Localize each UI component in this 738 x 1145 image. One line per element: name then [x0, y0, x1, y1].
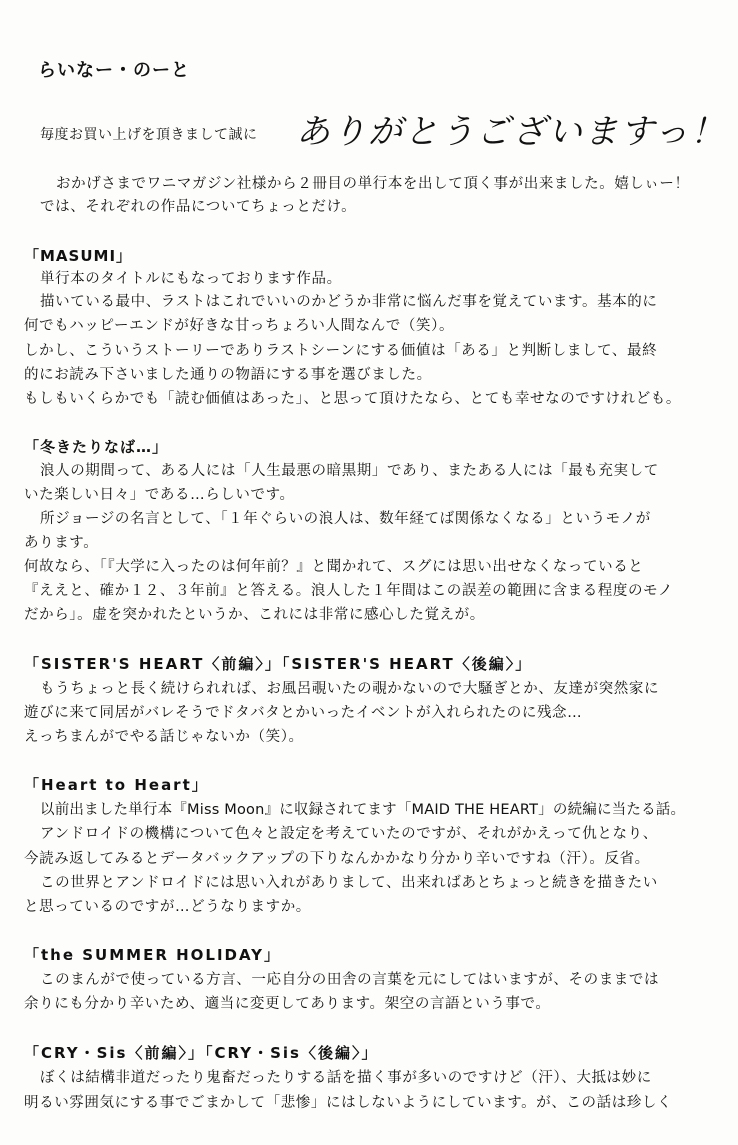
- section-line: この世界とアンドロイドには思い入れがありまして、出来ればあとちょっと続きを描きたい: [40, 875, 658, 891]
- section-title: 「MASUMI」: [24, 247, 133, 265]
- section-line: もしもいくらかでも「読む価値はあった」、と思って頂けたなら、とても幸せなのですけれども。: [24, 391, 682, 407]
- intro-line: では、それぞれの作品についてちょっとだけ。: [40, 199, 357, 215]
- section-line: 以前出ました単行本『Miss Moon』に収録されてます「MAID THE HEART」の続編に当たる話。: [40, 802, 686, 818]
- intro-line: おかげさまでワニマガジン社様から２冊目の単行本を出して頂く事が出来ました。嬉しぃー！: [56, 176, 690, 192]
- section-line: だから」。虚を突かれたというか、これには非常に感心した覚えが。: [24, 607, 485, 623]
- section-line: ぼくは結構非道だったり鬼畜だったりする話を描く事が多いのですけど（汗）、大抵は妙に: [40, 1070, 652, 1086]
- section-line: えっちまんがでやる話じゃないか（笑）。: [24, 729, 304, 745]
- section-line: と思っているのですが…どうなりますか。: [24, 899, 311, 915]
- section-line: 何でもハッピーエンドが好きな甘っちょろい人間なんで（笑）。: [24, 318, 455, 334]
- section-title: 「SISTER'S HEART〈前編〉」「SISTER'S HEART〈後編〉」: [24, 655, 533, 673]
- section-line: 浪人の期間って、ある人には「人生最悪の暗黒期」であり、またある人には「最も充実して: [40, 463, 659, 479]
- section-title: 「CRY・Sis〈前編〉」「CRY・Sis〈後編〉」: [24, 1044, 379, 1062]
- greeting-big: ありがとうございますっ！: [296, 112, 726, 152]
- section-line: 余りにも分かり辛いため、適当に変更してあります。架空の言語という事で。: [24, 996, 551, 1012]
- section-line: 遊びに来て同居がバレそうでドタバタとかいったイベントが入れられたのに残念…: [24, 705, 583, 721]
- section-line: もうちょっと長く続けられれば、お風呂覗いたの覗かないので大騒ぎとか、友達が突然家に: [40, 681, 660, 697]
- section-line: 何故なら、「『大学に入ったのは何年前？』と聞かれて、スグには思い出せなくなっていると: [24, 559, 644, 575]
- section-line: 的にお読み下さいました通りの物語にする事を選びました。: [24, 367, 432, 383]
- section-line: いた楽しい日々」である…らしいです。: [24, 487, 295, 503]
- section-line: 単行本のタイトルにもなっております作品。: [40, 271, 342, 287]
- section-line: 『ええと、確か１２、３年前』と答える。浪人した１年間はこの誤差の範囲に含まる程度のモノ: [24, 583, 674, 599]
- section-title: 「冬きたりなば…」: [24, 438, 169, 456]
- section-title: 「the SUMMER HOLIDAY」: [24, 946, 282, 964]
- section-title: 「Heart to Heart」: [24, 776, 209, 794]
- section-line: 所ジョージの名言として、「１年ぐらいの浪人は、数年経てば関係なくなる」というモノが: [40, 511, 651, 527]
- section-line: 今読み返してみるとデータバックアップの下りなんかかなり分かり辛いですね（汗）。反省。: [24, 851, 650, 867]
- section-line: あります。: [24, 535, 99, 551]
- section-line: アンドロイドの機構について色々と設定を考えていたのですが、それがかえって仇となり、: [40, 826, 658, 842]
- section-line: 描いている最中、ラストはこれでいいのかどうか非常に悩んだ事を覚えています。基本的に: [40, 294, 658, 310]
- section-line: しかし、こういうストーリーでありラストシーンにする価値は「ある」と判断しまして、最終: [24, 343, 658, 359]
- greeting-small: 毎度お買い上げを頂きまして誠に: [40, 127, 258, 143]
- section-line: 明るい雰囲気にする事でごまかして「悲惨」にはしないようにしています。が、この話は珍しく: [24, 1095, 673, 1111]
- page-heading: らいなー・のーと: [38, 60, 190, 81]
- section-line: このまんがで使っている方言、一応自分の田舎の言葉を元にしてはいますが、そのままでは: [40, 972, 660, 988]
